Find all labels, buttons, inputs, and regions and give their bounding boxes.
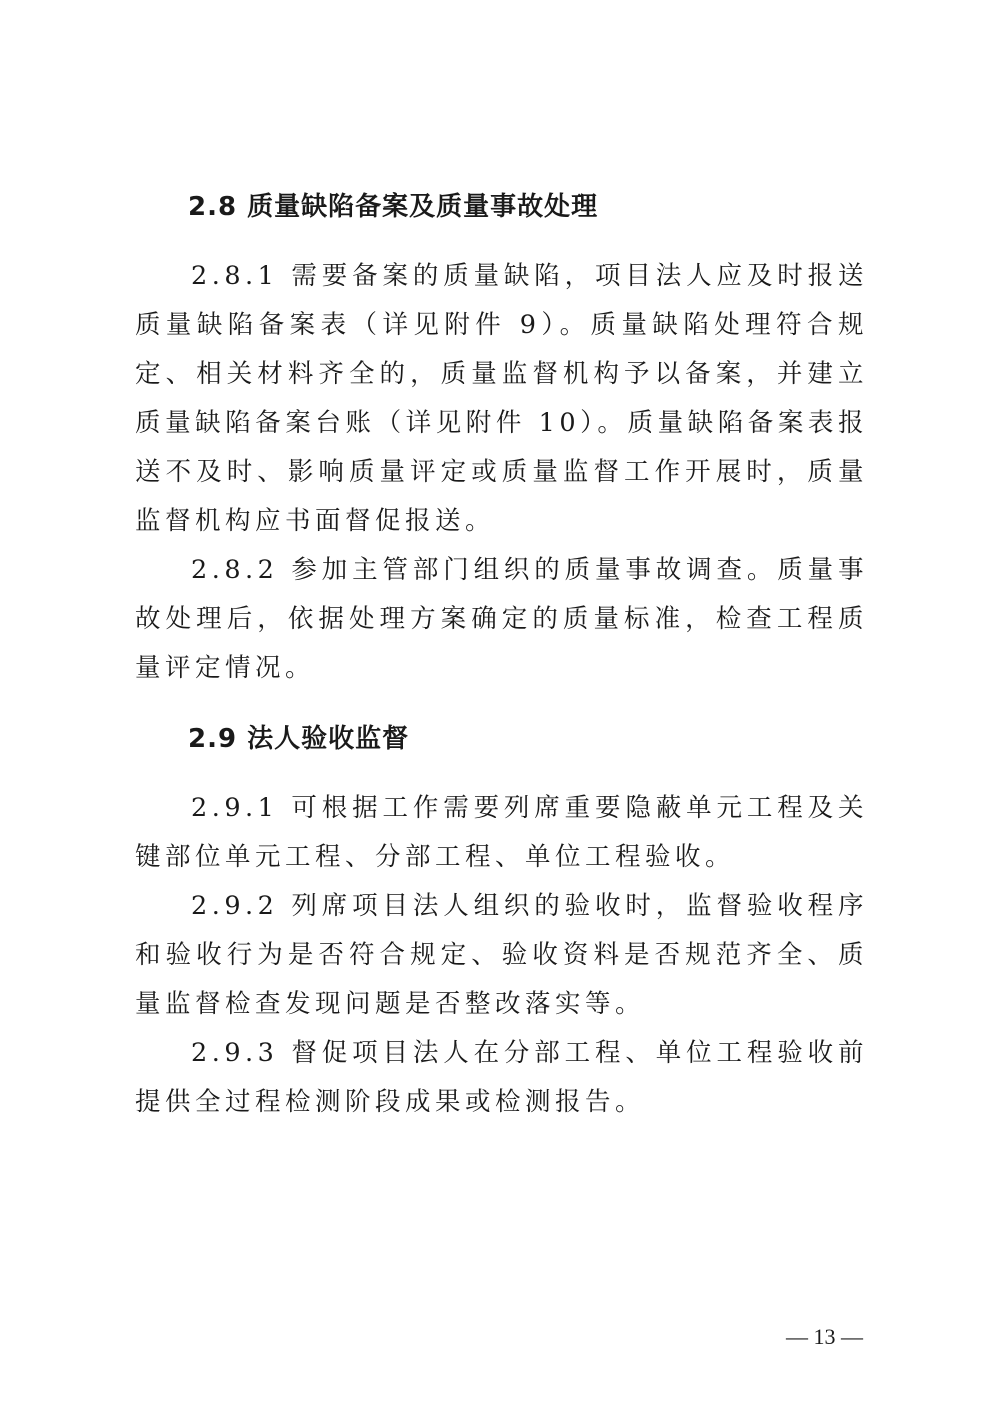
paragraph-2-8-1: 2.8.1 需要备案的质量缺陷，项目法人应及时报送质量缺陷备案表（详见附件 9）。质量缺陷处理符合规定、相关材料齐全的，质量监督机构予以备案，并建立质量缺陷备案台账（详见附件 10）。质量缺陷备案表报送不及时、影响质量评定或质量监督工作开展时，质量监督机构应书面督促报送。 xyxy=(135,261,868,536)
paragraph-2-9-2: 2.9.2 列席项目法人组织的验收时，监督验收程序和验收行为是否符合规定、验收资料是否规范齐全、质量监督检查发现问题是否整改落实等。 xyxy=(135,891,868,1019)
paragraph-2-9-3: 2.9.3 督促项目法人在分部工程、单位工程验收前提供全过程检测阶段成果或检测报告。 xyxy=(135,1038,868,1117)
paragraph-2-8-2: 2.8.2 参加主管部门组织的质量事故调查。质量事故处理后，依据处理方案确定的质量标准，检查工程质量评定情况。 xyxy=(135,555,868,683)
section-heading-2-9: 2.9 法人验收监督 xyxy=(188,724,410,754)
section-heading-2-8: 2.8 质量缺陷备案及质量事故处理 xyxy=(188,192,599,222)
page-number: — 13 — xyxy=(786,1324,863,1349)
paragraph-2-9-1: 2.9.1 可根据工作需要列席重要隐蔽单元工程及关键部位单元工程、分部工程、单位工程验收。 xyxy=(135,793,868,872)
